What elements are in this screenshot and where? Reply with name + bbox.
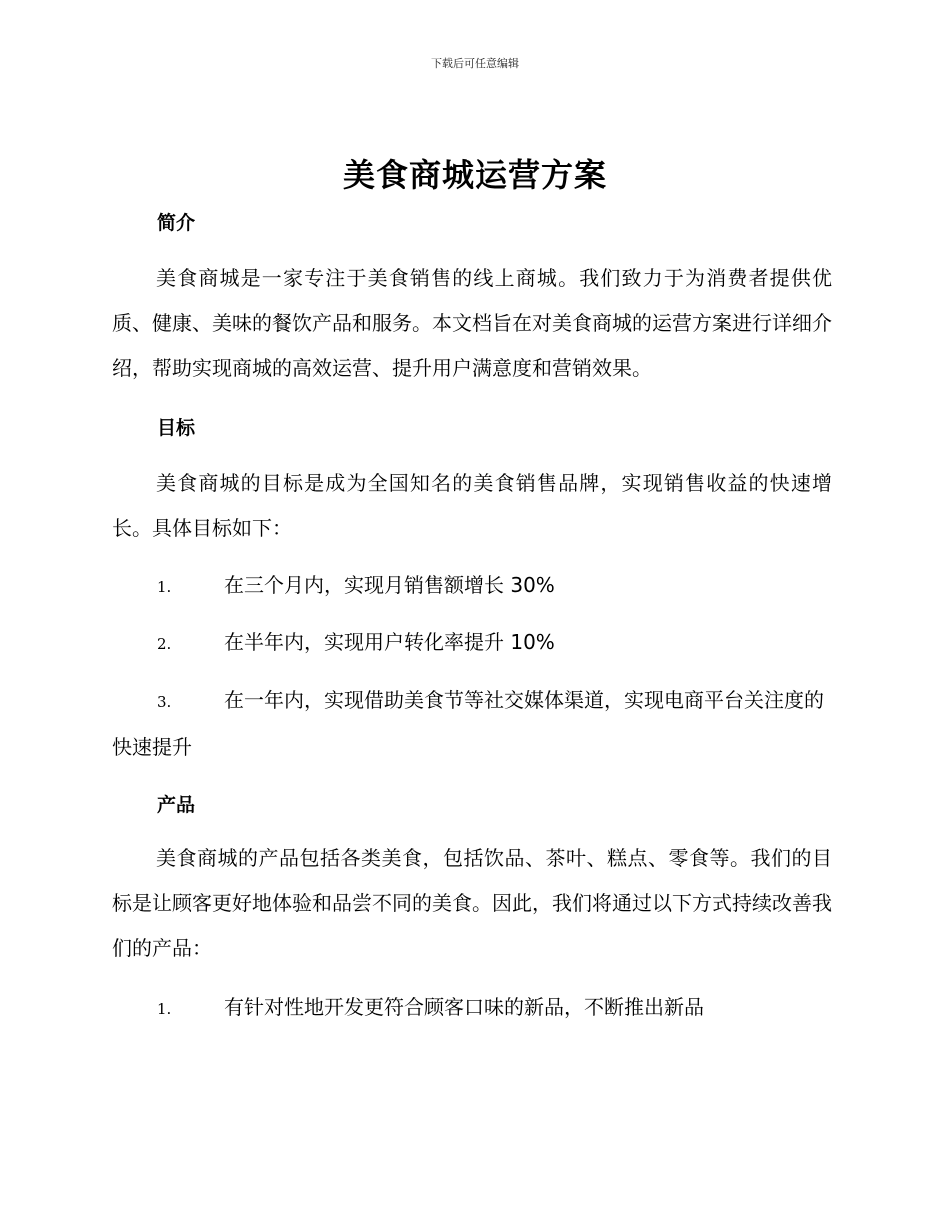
list-number: 1. [157,1000,172,1018]
goals-paragraph: 美食商城的目标是成为全国知名的美食销售品牌，实现销售收益的快速增长。具体目标如下： [112,471,832,540]
list-text: 有针对性地开发更符合顾客口味的新品，不断推出新品 [224,995,704,1019]
list-number: 3. [157,693,172,711]
goals-list-item [112,678,832,770]
products-paragraph: 美食商城的产品包括各类美食，包括饮品、茶叶、糕点、零食等。我们的目标是让顾客更好地体验和品尝不同的美食。因此，我们将通过以下方式持续改善我们的产品： [112,846,832,960]
list-number: 1. [157,578,172,596]
intro-paragraph: 美食商城是一家专注于美食销售的线上商城。我们致力于为消费者提供优质、健康、美味的餐饮产品和服务。本文档旨在对美食商城的运营方案进行详细介绍，帮助实现商城的高效运营、提升用户满意度和营销效果。 [112,266,832,380]
document-title: 美食商城运营方案 [342,156,607,194]
header-note: 下载后可任意编辑 [431,57,519,70]
section-heading-intro: 简介 [157,212,196,234]
section-heading-products: 产品 [157,794,196,816]
list-text: 在半年内，实现用户转化率提升 10% [224,630,555,654]
goals-list-item [112,620,832,667]
list-text: 在一年内，实现借助美食节等社交媒体渠道，实现电商平台关注度的快速提升 [112,688,824,759]
goals-list-item [112,563,832,610]
products-list-item [112,985,832,1032]
section-heading-goals: 目标 [157,417,196,439]
list-text: 在三个月内，实现月销售额增长 30% [224,573,555,597]
list-number: 2. [157,635,172,653]
